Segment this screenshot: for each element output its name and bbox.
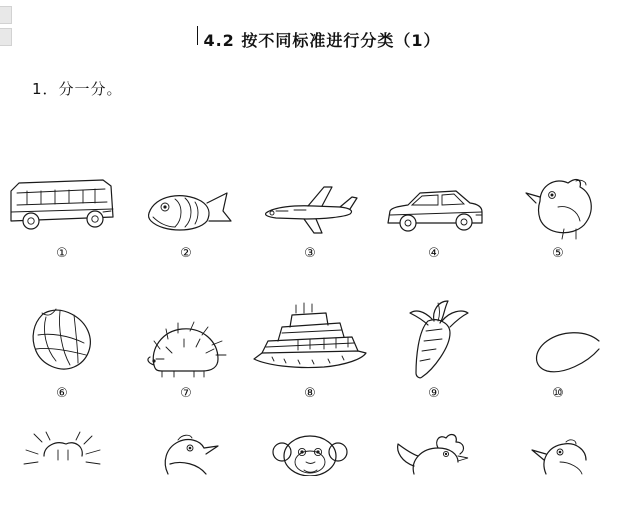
item-number: ⑤ — [552, 246, 564, 261]
item-number: ② — [180, 246, 192, 261]
bird-icon — [506, 149, 610, 241]
grid-item-1 — [0, 120, 124, 260]
grid-item-10 — [496, 260, 620, 400]
eggplant-icon — [515, 289, 601, 381]
grid-item-6 — [0, 260, 124, 400]
page-title: 4.2 按不同标准进行分类（1） — [199, 28, 440, 51]
grid-item-11 — [0, 400, 124, 510]
bus-icon — [3, 149, 121, 241]
picture-grid — [0, 120, 640, 510]
item-number: ⑨ — [428, 386, 440, 401]
item-number: ⑧ — [304, 386, 316, 401]
grid-item-14 — [372, 400, 496, 510]
monkey-icon — [262, 430, 358, 510]
picture-row-3 — [0, 400, 640, 510]
rooster-icon — [384, 430, 484, 510]
grid-item-13 — [248, 400, 372, 510]
grid-item-4 — [372, 120, 496, 260]
page-title-container — [0, 28, 640, 51]
grid-item-12 — [124, 400, 248, 510]
grid-item-8 — [248, 260, 372, 400]
carrot-icon — [388, 289, 480, 381]
page-edge-mark-top — [0, 6, 12, 24]
item-number: ④ — [428, 246, 440, 261]
question-1-label: 1．分一分。 — [32, 80, 123, 98]
crab-icon — [14, 430, 110, 510]
airplane-icon — [254, 149, 366, 241]
picture-row-2 — [0, 260, 640, 400]
grid-item-2 — [124, 120, 248, 260]
fish-icon — [131, 149, 241, 241]
ship-icon — [248, 289, 372, 381]
cabbage-icon — [12, 289, 112, 381]
grid-item-5 — [496, 120, 620, 260]
item-number: ⑦ — [180, 386, 192, 401]
item-number: ③ — [304, 246, 316, 261]
item-number: ⑥ — [56, 386, 68, 401]
duck-icon — [140, 430, 232, 510]
item-number: ① — [56, 246, 68, 261]
car-icon — [378, 149, 490, 241]
grid-item-9 — [372, 260, 496, 400]
grid-item-3 — [248, 120, 372, 260]
bird2-icon — [512, 430, 604, 510]
grid-item-15 — [496, 400, 620, 510]
picture-row-1 — [0, 120, 640, 260]
hedgehog-icon — [138, 289, 234, 381]
grid-item-7 — [124, 260, 248, 400]
item-number: ⑩ — [552, 386, 564, 401]
